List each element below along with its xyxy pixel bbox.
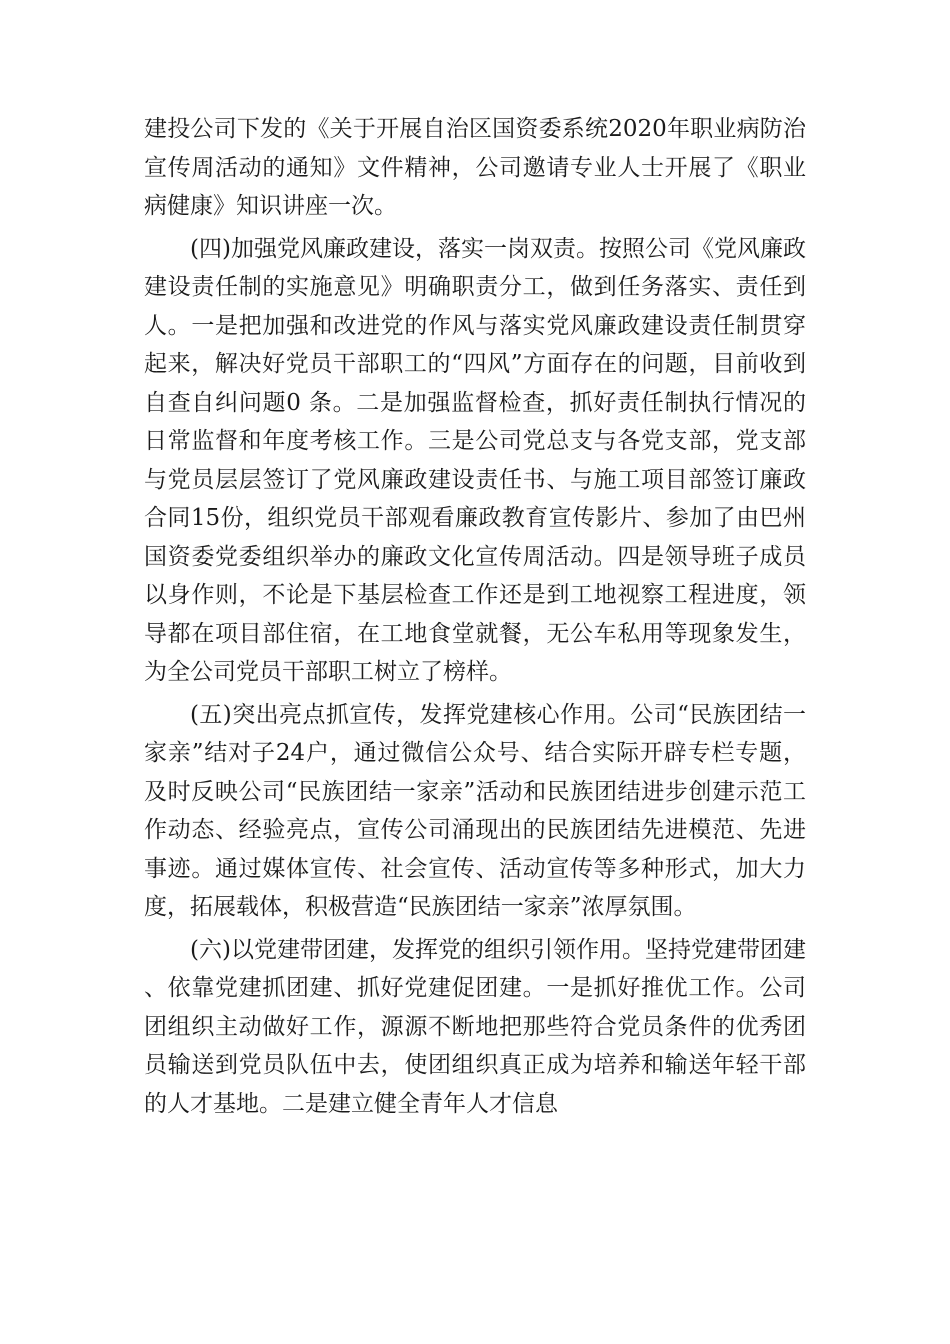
paragraph-section-5: (五)突出亮点抓宣传，发挥党建核心作用。公司“民族团结一家亲”结对子24户，通过微信公众号、结合实际开辟专栏专题，及时反映公司“民族团结一家亲”活动和民族团结进步创建示范工作动态、经验亮点，宣传公司涌现出的民族团结先进模范、先进事迹。通过媒体宣传、社会宣传、活动宣传等多种形式，加大力度，拓展载体，积极营造“民族团结一家亲”浓厚氛围。: [144, 701, 806, 920]
document-page: [144, 110, 806, 1127]
paragraph-section-6: (六)以党建带团建，发挥党的组织引领作用。坚持党建带团建、依靠党建抓团建、抓好党建促团建。一是抓好推优工作。公司团组织主动做好工作，源源不断地把那些符合党员条件的优秀团员输送到党员队伍中去，使团组织真正成为培养和输送年轻干部的人才基地。二是建立健全青年人才信息: [144, 936, 806, 1117]
paragraph-section-4: (四)加强党风廉政建设，落实一岗双责。按照公司《党风廉政建设责任制的实施意见》明确职责分工，做到任务落实、责任到人。一是把加强和改进党的作风与落实党风廉政建设责任制贯穿起来，解决好党员干部职工的“四风”方面存在的问题，目前收到自查自纠问题0 条。二是加强监督检查，抓好责任制执行情况的日常监督和年度考核工作。三是公司党总支与各党支部，党支部与党员层层签订了党风廉政建设责任书、与施工项目部签订廉政合同15份，组织党员干部观看廉政教育宣传影片、参加了由巴州国资委党委组织举办的廉政文化宣传周活动。四是领导班子成员以身作则，不论是下基层检查工作还是到工地视察工程进度，领导都在项目部住宿，在工地食堂就餐，无公车私用等现象发生，为全公司党员干部职工树立了榜样。: [144, 235, 806, 685]
paragraph-continuation: 建投公司下发的《关于开展自治区国资委系统2020年职业病防治宣传周活动的通知》文件精神，公司邀请专业人士开展了《职业病健康》知识讲座一次。: [144, 116, 806, 219]
